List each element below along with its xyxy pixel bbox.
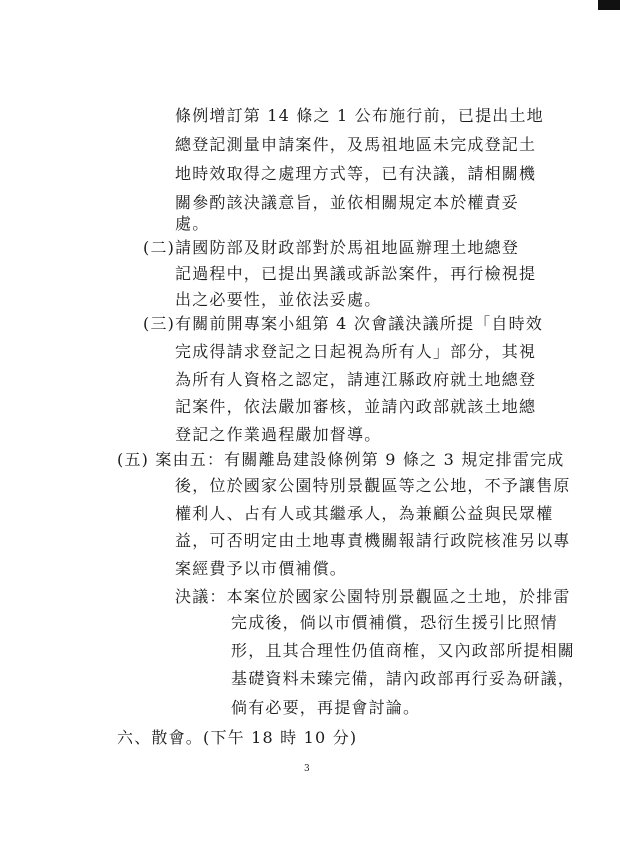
text-line: 倘有必要，再提會討論。 [231, 698, 421, 717]
text-line: (五) 案由五：有關離島建設條例第 9 條之 3 規定排雷完成 [117, 450, 565, 469]
text-line: (三)有關前開專案小組第 4 次會議決議所提「自時效 [143, 314, 544, 333]
text-line: 完成得請求登記之日起視為所有人」部分，其視 [175, 342, 537, 361]
text-line: 處。 [175, 214, 210, 233]
text-line: 形，且其合理性仍值商榷，又內政部所提相關 [231, 641, 576, 660]
text-line: 地時效取得之處理方式等，已有決議，請相關機 [175, 164, 537, 183]
text-line: (二)請國防部及財政部對於馬祖地區辦理土地總登 [143, 238, 520, 257]
text-line: 權利人、占有人或其繼承人，為兼顧公益與民眾權 [175, 504, 554, 523]
text-line: 為所有人資格之認定，請連江縣政府就土地總登 [175, 370, 537, 389]
text-line: 出之必要性，並依法妥處。 [175, 290, 382, 309]
text-line: 益，可否明定由土地專責機關報請行政院核准另以專 [175, 531, 571, 550]
text-line: 登記之作業過程嚴加督導。 [175, 425, 382, 444]
text-line: 記案件，依法嚴加審核，並請內政部就該土地總 [175, 397, 537, 416]
text-line: 完成後，倘以市價補償，恐衍生援引比照情 [231, 613, 558, 632]
text-line: 條例增訂第 14 條之 1 公布施行前，已提出土地 [175, 106, 544, 125]
text-line: 後，位於國家公園特別景觀區等之公地，不予讓售原 [175, 476, 571, 495]
text-line: 六、散會。(下午 18 時 10 分) [117, 728, 358, 747]
text-line: 案經費予以市價補償。 [175, 559, 348, 578]
text-line: 關參酌該決議意旨，並依相關規定本於權責妥 [175, 193, 520, 212]
text-line: 總登記測量申請案件，及馬祖地區未完成登記土 [175, 135, 537, 154]
text-line: 決議：本案位於國家公園特別景觀區之土地，於排雷 [175, 587, 571, 606]
scan-corner-mark [598, 0, 620, 10]
text-line: 基礎資料未臻完備，請內政部再行妥為研議， [231, 669, 576, 688]
text-line: 記過程中，已提出異議或訴訟案件，再行檢視提 [175, 264, 537, 283]
page-number: 3 [304, 764, 310, 774]
